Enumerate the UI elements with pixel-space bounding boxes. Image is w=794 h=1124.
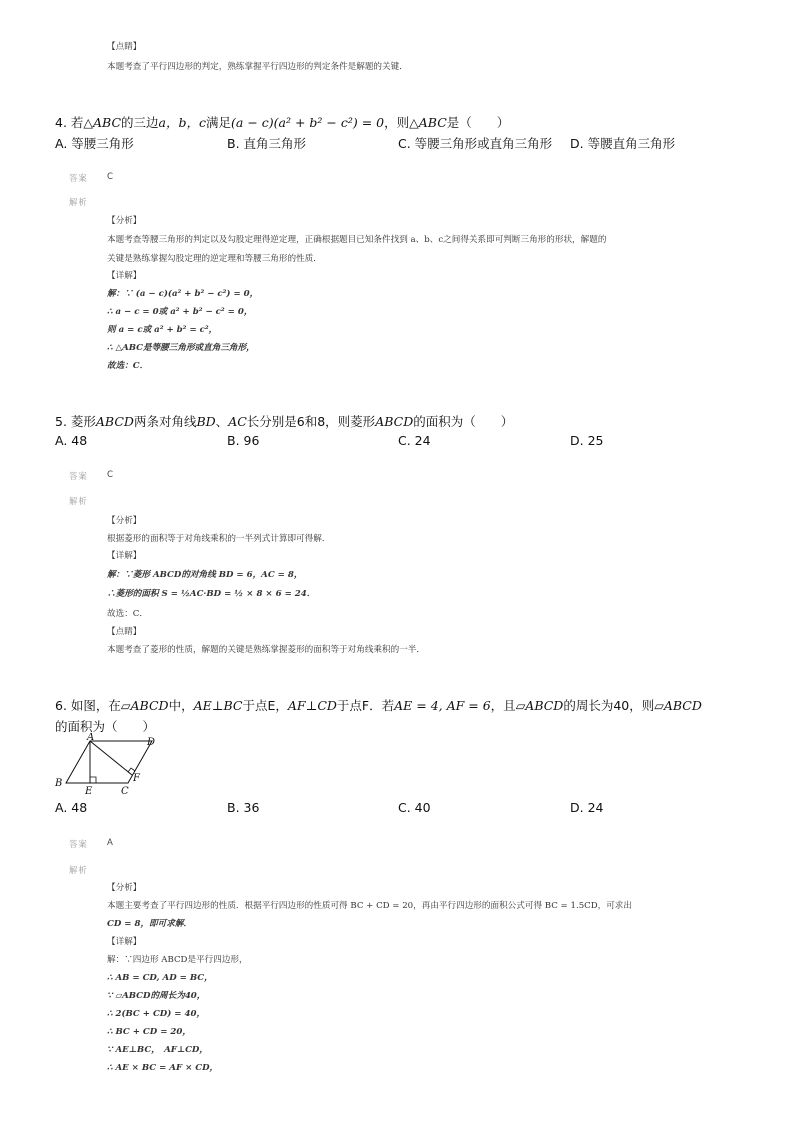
q4-answer: C: [107, 172, 114, 182]
q4-option-c: C. 等腰三角形或直角三角形: [398, 136, 553, 151]
q6-option-a: A. 48: [55, 800, 88, 815]
parallelogram-figure: [52, 733, 170, 795]
q6-line: ∴ AE × BC = AF × CD，: [107, 1063, 219, 1073]
q5-line: 【点睛】: [107, 627, 142, 637]
vertex-b: B: [55, 778, 63, 789]
q4-line: 则 a = c或 a² + b² = c²，: [107, 325, 218, 335]
q4-line: ∴ a − c = 0或 a² + b² − c² = 0，: [107, 307, 253, 317]
q5-line: 【分析】: [107, 516, 142, 526]
q4-option-d: D. 等腰直角三角形: [570, 136, 676, 151]
top-text: 本题考查了平行四边形的判定，熟练掌握平行四边形的判定条件是解题的关键．: [107, 62, 408, 72]
q6-stem-line1: 6. 如图，在▱ABCD中，AE⊥BC于点E，AF⊥CD于点F．若AE = 4, AF = 6，且▱ABCD的周长为40，则▱ABCD: [55, 698, 702, 713]
top-tag: 【点睛】: [107, 42, 142, 52]
vertex-c: C: [121, 786, 129, 795]
q6-option-c: C. 40: [398, 800, 431, 815]
vertex-d: D: [147, 737, 156, 748]
q6-line: 本题主要考查了平行四边形的性质．根据平行四边形的性质可得 BC + CD = 20，再由平行四边形的面积公式可得 BC = 1.5CD，可求出: [107, 901, 632, 911]
q5-line: 故选：C．: [107, 609, 148, 619]
q4-line: 【分析】: [107, 216, 142, 226]
vertex-a: A: [87, 733, 95, 743]
q5-option-c: C. 24: [398, 433, 431, 448]
q5-option-b: B. 96: [227, 433, 260, 448]
q4-line: 本题考查等腰三角形的判定以及勾股定理得逆定理，正确根据题目已知条件找到 a、b、c之间得关系即可判断三角形的形状，解题的: [107, 235, 607, 245]
q5-line: 【详解】: [107, 551, 142, 561]
q4-option-b: B. 直角三角形: [227, 136, 307, 151]
q5-stem: 5. 菱形ABCD两条对角线BD、AC长分别是6和8，则菱形ABCD的面积为（ ）: [55, 414, 514, 429]
q6-line: ∴ BC + CD = 20，: [107, 1027, 191, 1037]
q5-option-d: D. 25: [570, 433, 604, 448]
q4-line: 关键是熟练掌握勾股定理的逆定理和等腰三角形的性质．: [107, 254, 322, 264]
q5-answer-label: 答案: [69, 471, 88, 481]
q4-line: ∴ △ABC是等腰三角形或直角三角形，: [107, 343, 255, 353]
q5-line: ∴菱形的面积 S = ½AC·BD = ½ × 8 × 6 = 24．: [107, 589, 316, 599]
q6-line: 解：∵四边形 ABCD是平行四边形，: [107, 955, 248, 965]
q4-analysis-label: 解析: [69, 197, 88, 207]
q4-stem: 4. 若△ABC的三边a，b，c满足(a − c)(a² + b² − c²) = 0，则△ABC是（ ）: [55, 115, 510, 130]
q6-line: ∵ AE⊥BC， AF⊥CD，: [107, 1045, 208, 1055]
q4-line: 【详解】: [107, 271, 142, 281]
q4-answer-label: 答案: [69, 173, 88, 183]
q6-line: 【分析】: [107, 883, 142, 893]
q6-line: 【详解】: [107, 937, 142, 947]
q5-line: 解：∵菱形 ABCD的对角线 BD = 6，AC = 8，: [107, 570, 303, 580]
q5-option-a: A. 48: [55, 433, 88, 448]
right-angle-f: [128, 768, 135, 772]
q6-line: ∴ 2(BC + CD) = 40，: [107, 1009, 206, 1019]
q6-stem-line2: 的面积为（ ）: [55, 719, 156, 734]
q6-answer-label: 答案: [69, 839, 88, 849]
q6-analysis-label: 解析: [69, 865, 88, 875]
q5-answer: C: [107, 470, 114, 480]
q6-line: ∴ AB = CD, AD = BC，: [107, 973, 213, 983]
q4-option-a: A. 等腰三角形: [55, 136, 134, 151]
q5-line: 根据菱形的面积等于对角线乘积的一半列式计算即可得解．: [107, 534, 331, 544]
vertex-e: E: [85, 786, 93, 795]
q5-analysis-label: 解析: [69, 496, 88, 506]
q5-line: 本题考查了菱形的性质，解题的关键是熟练掌握菱形的面积等于对角线乘积的一半．: [107, 645, 425, 655]
q6-option-d: D. 24: [570, 800, 604, 815]
altitude-af: [90, 741, 132, 775]
q6-option-b: B. 36: [227, 800, 260, 815]
q6-line: ∵ ▱ABCD的周长为40，: [107, 991, 206, 1001]
q4-line: 解：∵ (a − c)(a² + b² − c²) = 0，: [107, 289, 259, 299]
q6-answer: A: [107, 838, 113, 848]
q4-line: 故选：C．: [107, 361, 149, 371]
right-angle-e: [90, 777, 96, 783]
vertex-f: F: [133, 773, 140, 784]
q6-line: CD = 8，即可求解．: [107, 919, 193, 929]
